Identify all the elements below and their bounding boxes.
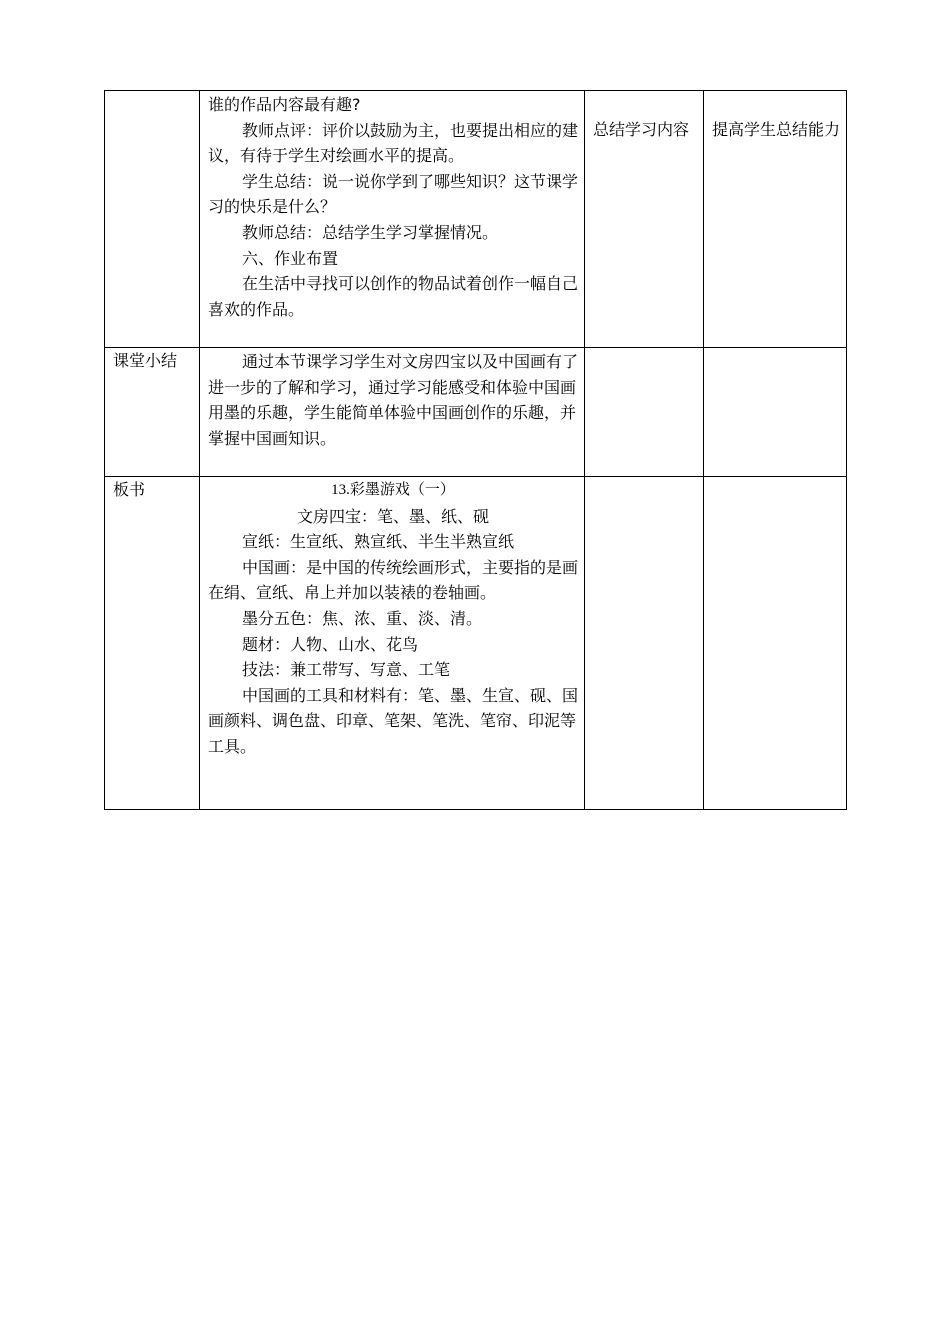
- row-content: [200, 91, 585, 348]
- row-label: 课堂小结: [105, 348, 200, 477]
- content-paragraph: 谁的作品内容最有趣?: [208, 95, 361, 114]
- board-subtitle: 文房四宝：笔、墨、纸、砚: [296, 506, 489, 526]
- intent-cell: [704, 477, 847, 810]
- row-label: 板书: [105, 477, 200, 810]
- intent-cell: 提高学生总结能力: [704, 91, 847, 348]
- content-paragraph: 中国画的工具和材料有：笔、墨、生宣、砚、国画颜料、调色盘、印章、笔架、笔洗、笔帘、印泥等工具。: [208, 685, 579, 756]
- content-paragraph: 通过本节课学习学生对文房四宝以及中国画有了进一步的了解和学习，通过学习能感受和体验中国画用墨的乐趣，学生能简单体验中国画创作的乐趣，并掌握中国画知识。: [208, 352, 579, 448]
- activity-cell: 总结学习内容: [585, 91, 704, 348]
- intent-cell: [704, 348, 847, 477]
- content-paragraph: 技法：兼工带写、写意、工笔: [242, 660, 451, 680]
- content-paragraph: 教师总结：总结学生学习掌握情况。: [242, 222, 499, 242]
- board-title: 13.彩墨游戏（一）: [331, 482, 455, 498]
- table-row: [105, 348, 847, 477]
- activity-cell: [585, 477, 704, 810]
- activity-cell: [585, 348, 704, 477]
- row-label: [105, 91, 200, 348]
- row-content: [200, 348, 585, 477]
- content-paragraph: 宣纸：生宣纸、熟宣纸、半生半熟宣纸: [242, 532, 515, 552]
- row-content: [200, 477, 585, 810]
- content-paragraph: 六、作业布置: [242, 248, 339, 268]
- table-row: [105, 477, 847, 810]
- lesson-plan-table: [104, 90, 847, 810]
- content-paragraph: 学生总结：说一说你学到了哪些知识？这节课学习的快乐是什么？: [208, 171, 579, 217]
- content-paragraph: 在生活中寻找可以创作的物品试着创作一幅自己喜欢的作品。: [208, 274, 579, 319]
- content-paragraph: 墨分五色：焦、浓、重、淡、清。: [242, 608, 483, 628]
- content-paragraph: 中国画：是中国的传统绘画形式，主要指的是画在绢、宣纸、帛上并加以装裱的卷轴画。: [208, 557, 579, 603]
- content-paragraph: 教师点评：评价以鼓励为主，也要提出相应的建议，有待于学生对绘画水平的提高。: [208, 120, 579, 166]
- table-row: [105, 91, 847, 348]
- content-paragraph: 题材：人物、山水、花鸟: [242, 634, 419, 654]
